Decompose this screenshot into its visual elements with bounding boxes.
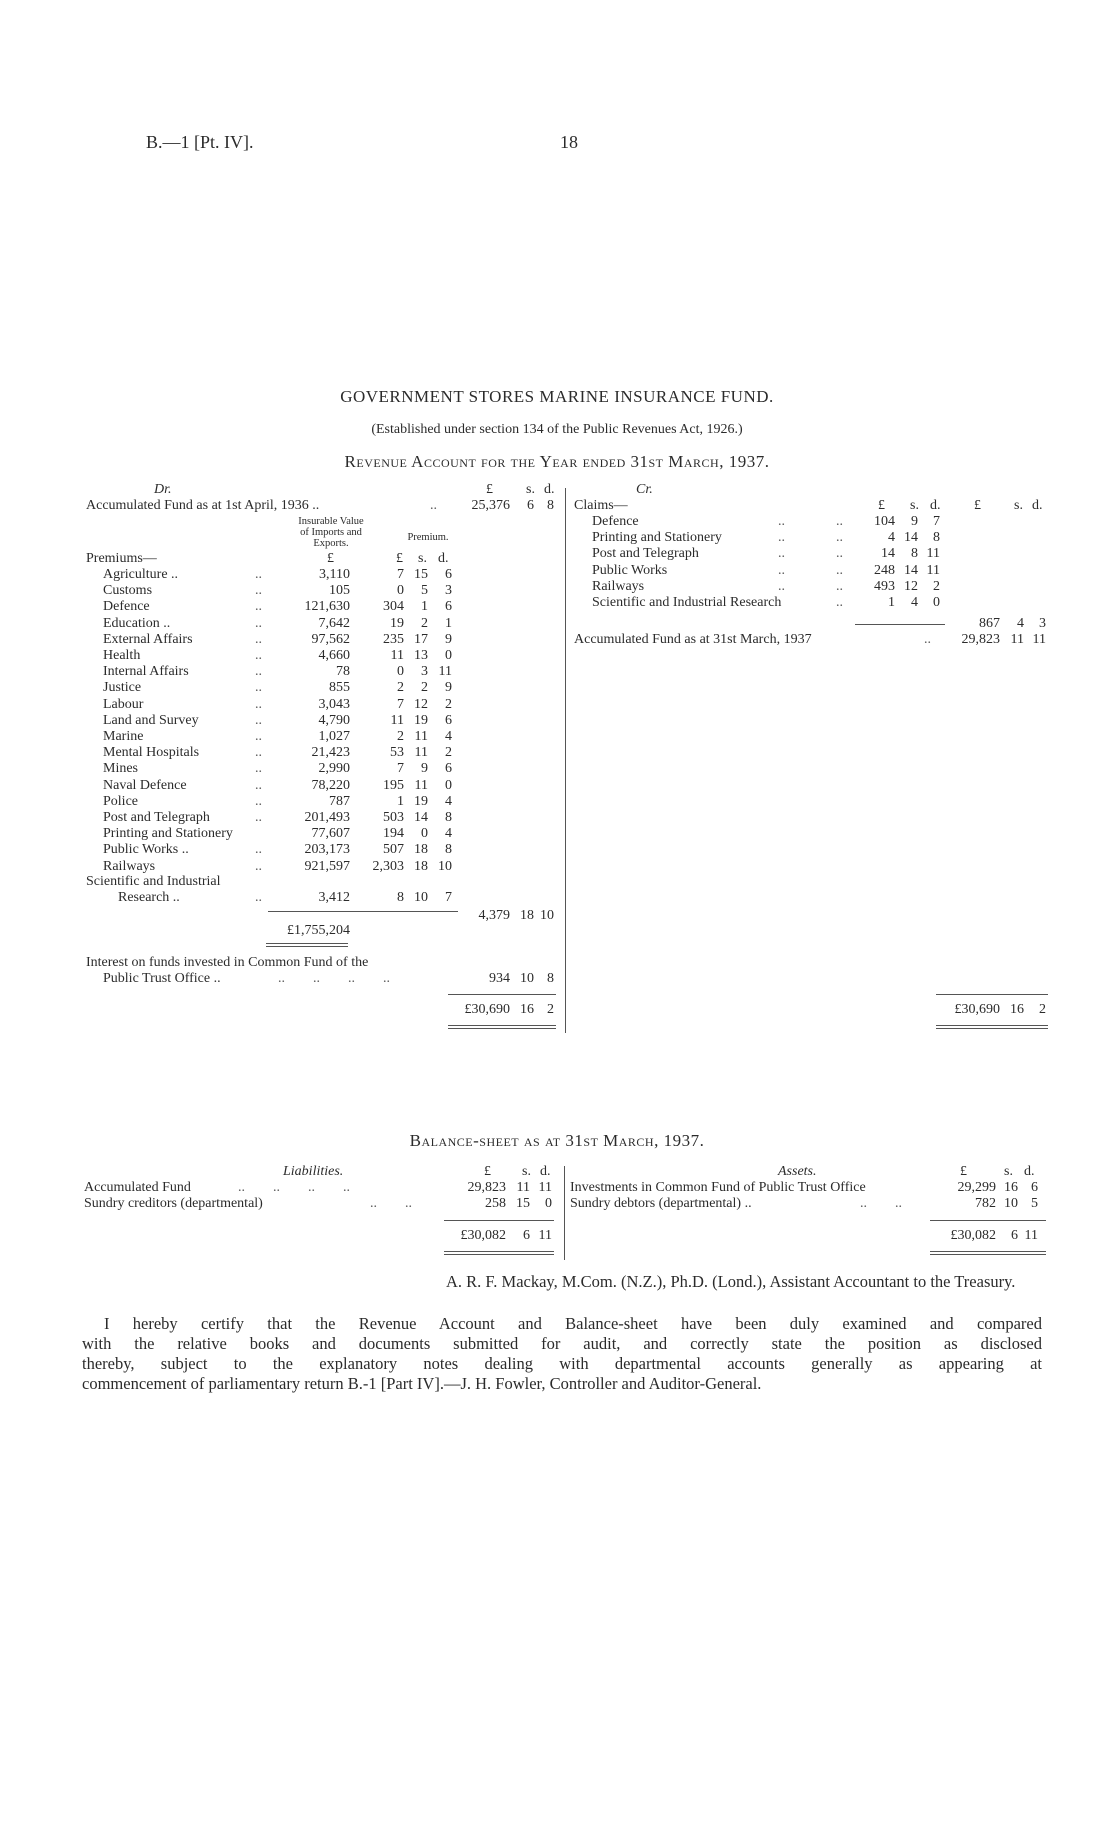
shilling-header: s. — [526, 482, 535, 497]
premium-shillings: 19 — [414, 793, 428, 809]
insurable-value: 78,220 — [311, 777, 350, 793]
premium-shillings: 13 — [414, 648, 428, 663]
premium-shillings: 11 — [414, 729, 428, 744]
leader-dots: .. — [255, 583, 262, 599]
premium-pounds: 2 — [397, 680, 404, 696]
department-name: Marine — [103, 729, 144, 744]
premium-pence: 9 — [445, 680, 452, 696]
department-name: Railways — [103, 858, 156, 874]
liabilities-total-pence: 11 — [538, 1228, 552, 1243]
premium-shillings: 2 — [421, 680, 428, 696]
shilling-header: s. — [522, 1164, 531, 1179]
claim-shillings: 12 — [904, 578, 918, 594]
pound-header: £ — [974, 498, 981, 513]
department-name: External Affairs — [103, 631, 193, 647]
leader-dots: .. — [255, 680, 262, 696]
closing-balance-shillings: 11 — [1010, 632, 1024, 647]
insurable-value: 97,562 — [311, 631, 350, 647]
leader-dots: .. — [255, 761, 262, 777]
subtotal-rule — [444, 1220, 554, 1221]
premium-pence: 11 — [438, 664, 452, 680]
insurable-value: 3,043 — [318, 696, 350, 712]
department-name: Mental Hospitals — [103, 745, 200, 761]
closing-balance-pence: 11 — [1032, 632, 1046, 647]
premium-pounds: 507 — [383, 842, 404, 858]
pound-header: £ — [327, 551, 334, 566]
assets-label: Assets. — [778, 1164, 817, 1179]
leader-dots: .. — [255, 858, 262, 874]
debit-total-shillings: 16 — [520, 1002, 534, 1017]
premium-pence: 0 — [445, 648, 452, 663]
department-name: Defence — [592, 514, 639, 529]
liability-pence: 11 — [538, 1180, 552, 1195]
interest-shillings: 10 — [520, 971, 534, 986]
leader-dots: .. — [778, 530, 785, 546]
shilling-header: s. — [418, 551, 427, 566]
leader-dots: .. — [836, 514, 843, 529]
insurable-value: 4,790 — [318, 712, 350, 728]
leader-dots: .. — [255, 793, 262, 809]
premium-pounds: 1 — [397, 793, 404, 809]
subtotal-rule — [448, 994, 556, 995]
insurable-value-header: Insurable Value of Imports and Exports. — [298, 516, 364, 549]
document-title: GOVERNMENT STORES MARINE INSURANCE FUND. — [340, 387, 774, 406]
claims-total-pounds: 867 — [979, 616, 1000, 631]
pound-header: £ — [878, 498, 885, 513]
pence-header: d. — [1032, 498, 1043, 513]
asset-pounds: 29,299 — [957, 1180, 996, 1195]
insurable-value: 3,110 — [319, 567, 350, 582]
credit-total-pence: 2 — [1039, 1002, 1046, 1017]
claim-shillings: 14 — [904, 530, 918, 546]
shilling-header: s. — [1004, 1164, 1013, 1179]
premium-pounds: 7 — [397, 567, 404, 582]
premium-pounds: 235 — [383, 631, 404, 647]
insurable-value: 105 — [329, 583, 350, 599]
premium-shillings: 11 — [414, 745, 428, 761]
claim-shillings: 14 — [904, 562, 918, 578]
department-name: Labour — [103, 696, 144, 712]
premiums-total-shillings: 18 — [520, 908, 534, 923]
premium-shillings: 0 — [421, 826, 428, 842]
department-name: Railways — [592, 578, 645, 594]
premium-pence: 6 — [445, 567, 452, 582]
pence-header: d. — [544, 482, 555, 497]
claim-pounds: 14 — [881, 546, 895, 562]
leader-dots: .. — [836, 530, 843, 546]
pence-header: d. — [438, 551, 449, 566]
premium-pence: 8 — [445, 810, 452, 825]
total-rule — [444, 1251, 554, 1252]
insurable-value-total: £1,755,204 — [287, 923, 350, 938]
department-name: Education .. — [103, 615, 171, 631]
certificate-line: with the relative books and documents submitted for audit, and correctly state the position as disclosed — [82, 1334, 1042, 1353]
premium-pence: 10 — [438, 858, 452, 874]
premium-pounds: 19 — [390, 615, 404, 631]
premium-pence: 6 — [445, 712, 452, 728]
assets-total-pence: 11 — [1024, 1228, 1038, 1243]
leader-dots: .. — [836, 546, 843, 562]
total-rule — [266, 946, 348, 947]
subtotal-rule — [855, 624, 945, 625]
insurable-value: 121,630 — [304, 599, 350, 615]
opening-balance-shillings: 6 — [527, 498, 534, 513]
premium-pounds: 7 — [397, 696, 404, 712]
liability-shillings: 15 — [516, 1196, 530, 1211]
certificate-line: I hereby certify that the Revenue Account and Balance-sheet have been duly examined and compared — [104, 1314, 1042, 1333]
total-rule — [930, 1251, 1046, 1252]
claim-pence: 11 — [926, 562, 940, 578]
column-divider — [565, 488, 566, 1033]
leader-dots: .. — [255, 842, 262, 858]
claim-pounds: 1 — [888, 595, 895, 610]
insurable-value: 7,642 — [318, 615, 350, 631]
premium-pounds: 7 — [397, 761, 404, 777]
department-name: Post and Telegraph — [592, 546, 699, 562]
leader-dots: .. — [255, 777, 262, 793]
leader-dots: .. — [255, 599, 262, 615]
premium-pounds: 11 — [390, 712, 404, 728]
interest-pence: 8 — [547, 971, 554, 986]
premium-pounds: 304 — [383, 599, 404, 615]
credit-total-shillings: 16 — [1010, 1002, 1024, 1017]
leader-dots: .. — [255, 664, 262, 680]
interest-label: Interest on funds invested in Common Fund of the — [86, 955, 369, 970]
insurable-value: 201,493 — [304, 810, 350, 825]
pence-header: d. — [1024, 1164, 1035, 1179]
premium-pence: 9 — [445, 631, 452, 647]
total-rule — [936, 1028, 1048, 1029]
closing-balance-pounds: 29,823 — [961, 632, 1000, 647]
department-name: Post and Telegraph — [103, 810, 210, 825]
department-name: Scientific and Industrial — [86, 874, 221, 889]
interest-pounds: 934 — [489, 971, 510, 986]
liability-shillings: 11 — [516, 1180, 530, 1195]
liability-pence: 0 — [545, 1196, 552, 1211]
page-number: 18 — [560, 132, 578, 152]
pound-header: £ — [484, 1164, 491, 1179]
premium-shillings: 19 — [414, 712, 428, 728]
premium-shillings: 2 — [421, 615, 428, 631]
pound-header: £ — [960, 1164, 967, 1179]
department-name: Health — [103, 648, 141, 663]
leader-dots: .. .. .. .. — [238, 1180, 350, 1195]
certificate-line: thereby, subject to the explanatory notes dealing with departmental accounts generally as appearing at — [82, 1354, 1042, 1373]
liabilities-label: Liabilities. — [283, 1164, 344, 1179]
leader-dots: .. — [778, 578, 785, 594]
premium-shillings: 10 — [414, 890, 428, 905]
interest-label-continued: Public Trust Office .. — [103, 971, 221, 986]
pence-header: d. — [930, 498, 941, 513]
premiums-total-pounds: 4,379 — [478, 908, 510, 923]
asset-shillings: 16 — [1004, 1180, 1018, 1195]
claim-pence: 8 — [933, 530, 940, 546]
premium-pence: 4 — [445, 729, 452, 744]
claim-pounds: 248 — [874, 562, 895, 578]
department-name: Police — [103, 793, 138, 809]
claims-total-pence: 3 — [1039, 616, 1046, 631]
leader-dots: .. — [255, 890, 262, 905]
department-name: Public Works .. — [103, 842, 189, 858]
claim-pounds: 493 — [874, 578, 895, 594]
premium-shillings: 5 — [421, 583, 428, 599]
premium-shillings: 15 — [414, 567, 428, 582]
premium-pounds: 503 — [383, 810, 404, 825]
insurable-value: 4,660 — [318, 648, 350, 663]
pound-header: £ — [396, 551, 403, 566]
department-name: Justice — [103, 680, 142, 696]
leader-dots: .. .. — [860, 1196, 902, 1211]
insurable-value: 1,027 — [318, 729, 350, 744]
premium-pence: 6 — [445, 761, 452, 777]
column-divider — [564, 1166, 565, 1260]
revenue-account-title: Revenue Account for the Year ended 31st March, 1937. — [344, 452, 770, 471]
premium-shillings: 1 — [421, 599, 428, 615]
subtotal-rule — [930, 1220, 1046, 1221]
leader-dots: .. — [255, 729, 262, 744]
premiums-total-pence: 10 — [540, 908, 554, 923]
premium-pounds: 194 — [383, 826, 404, 842]
leader-dots: .. — [255, 615, 262, 631]
total-rule — [444, 1254, 554, 1255]
claims-heading: Claims— — [574, 498, 628, 513]
claim-pounds: 4 — [888, 530, 895, 546]
insurable-value: 203,173 — [304, 842, 350, 858]
premium-pounds: 11 — [390, 648, 404, 663]
shilling-header: s. — [910, 498, 919, 513]
asset-label: Investments in Common Fund of Public Trust Office — [570, 1180, 866, 1195]
premium-pounds: 2 — [397, 729, 404, 744]
document-reference: B.—1 [Pt. IV]. — [146, 132, 254, 152]
asset-pounds: 782 — [975, 1196, 996, 1211]
liability-pounds: 29,823 — [467, 1180, 506, 1195]
leader-dots: .. — [255, 631, 262, 647]
premium-pounds: 8 — [397, 890, 404, 905]
assets-total-shillings: 6 — [1011, 1228, 1018, 1243]
insurable-value: 78 — [336, 664, 350, 680]
asset-label: Sundry debtors (departmental) .. — [570, 1196, 752, 1211]
department-name: Scientific and Industrial Research — [592, 595, 782, 610]
premium-pence: 3 — [445, 583, 452, 599]
claim-shillings: 4 — [911, 595, 918, 610]
signature-line: A. R. F. Mackay, M.Com. (N.Z.), Ph.D. (Lond.), Assistant Accountant to the Treasury. — [446, 1272, 1016, 1291]
department-name: Defence — [103, 599, 150, 615]
premium-pounds: 53 — [390, 745, 404, 761]
credit-label: Cr. — [636, 482, 653, 497]
premium-pence: 6 — [445, 599, 452, 615]
balance-sheet-title: Balance-sheet as at 31st March, 1937. — [409, 1131, 705, 1150]
premium-pence: 4 — [445, 826, 452, 842]
department-name: Public Works — [592, 562, 668, 578]
asset-pence: 5 — [1031, 1196, 1038, 1211]
premium-shillings: 18 — [414, 842, 428, 858]
insurable-value: 921,597 — [304, 858, 350, 874]
total-rule — [930, 1254, 1046, 1255]
premium-pounds: 0 — [397, 664, 404, 680]
premium-pounds: 2,303 — [372, 858, 404, 874]
liabilities-total-shillings: 6 — [523, 1228, 530, 1243]
subtotal-rule — [936, 994, 1048, 995]
leader-dots: .. — [255, 712, 262, 728]
debit-total-pounds: £30,690 — [464, 1002, 510, 1017]
claim-pence: 7 — [933, 514, 940, 529]
premium-pence: 0 — [445, 777, 452, 793]
total-rule — [936, 1025, 1048, 1026]
pound-header: £ — [486, 482, 493, 497]
premium-shillings: 9 — [421, 761, 428, 777]
premium-pence: 2 — [445, 696, 452, 712]
debit-total-pence: 2 — [547, 1002, 554, 1017]
premium-header: Premium. — [407, 532, 449, 543]
total-rule — [448, 1025, 556, 1026]
insurable-value: 21,423 — [311, 745, 350, 761]
premium-pence: 4 — [445, 793, 452, 809]
liability-pounds: 258 — [485, 1196, 506, 1211]
premium-shillings: 18 — [414, 858, 428, 874]
premium-pence: 8 — [445, 842, 452, 858]
premium-shillings: 11 — [414, 777, 428, 793]
claim-pence: 11 — [926, 546, 940, 562]
leader-dots: .. — [924, 632, 931, 647]
leader-dots: .. — [836, 578, 843, 594]
department-name: Mines — [103, 761, 138, 777]
assets-total-pounds: £30,082 — [950, 1228, 996, 1243]
premium-shillings: 14 — [414, 810, 428, 825]
department-name: Printing and Stationery — [592, 530, 722, 546]
premiums-heading: Premiums— — [86, 551, 157, 566]
premium-pence: 1 — [445, 615, 452, 631]
leader-dots: .. — [778, 546, 785, 562]
department-name: Printing and Stationery — [103, 826, 233, 842]
certificate-line: commencement of parliamentary return B.-1 [Part IV].—J. H. Fowler, Controller and Auditor-General. — [82, 1374, 762, 1393]
liability-label: Sundry creditors (departmental) — [84, 1196, 263, 1211]
premium-pence: 7 — [445, 890, 452, 905]
leader-dots: .. — [778, 562, 785, 578]
liability-label: Accumulated Fund — [84, 1180, 191, 1195]
leader-dots: .. — [255, 648, 262, 663]
claims-total-shillings: 4 — [1017, 616, 1024, 631]
claim-pounds: 104 — [874, 514, 895, 529]
liabilities-total-pounds: £30,082 — [460, 1228, 506, 1243]
premium-shillings: 12 — [414, 696, 428, 712]
total-rule — [266, 943, 348, 944]
opening-balance-pounds: 25,376 — [471, 498, 510, 513]
leader-dots: .. — [836, 595, 843, 610]
leader-dots: .. .. .. .. — [278, 971, 390, 986]
insurable-value: 3,412 — [318, 890, 350, 905]
document-subtitle: (Established under section 134 of the Public Revenues Act, 1926.) — [371, 422, 743, 437]
premium-shillings: 3 — [421, 664, 428, 680]
leader-dots: .. — [255, 745, 262, 761]
insurable-value: 787 — [329, 793, 350, 809]
premium-pounds: 195 — [383, 777, 404, 793]
premium-pounds: 0 — [397, 583, 404, 599]
claim-pence: 2 — [933, 578, 940, 594]
leader-dots: .. — [255, 696, 262, 712]
claim-shillings: 9 — [911, 514, 918, 529]
subtotal-rule — [268, 911, 458, 912]
insurable-value: 77,607 — [311, 826, 350, 842]
department-name: Customs — [103, 583, 153, 599]
total-rule — [448, 1028, 556, 1029]
pence-header: d. — [540, 1164, 551, 1179]
department-name: Agriculture .. — [103, 567, 179, 582]
premium-pence: 2 — [445, 745, 452, 761]
credit-total-pounds: £30,690 — [954, 1002, 1000, 1017]
leader-dots: .. — [255, 567, 262, 582]
claim-shillings: 8 — [911, 546, 918, 562]
department-name: Land and Survey — [103, 712, 199, 728]
insurable-value: 2,990 — [318, 761, 350, 777]
opening-balance-pence: 8 — [547, 498, 554, 513]
asset-pence: 6 — [1031, 1180, 1038, 1195]
leader-dots: .. — [255, 810, 262, 825]
leader-dots: .. — [778, 514, 785, 529]
department-name: Internal Affairs — [103, 664, 189, 680]
debit-label: Dr. — [154, 482, 172, 497]
asset-shillings: 10 — [1004, 1196, 1018, 1211]
closing-balance-label: Accumulated Fund as at 31st March, 1937 — [574, 632, 812, 647]
claim-pence: 0 — [933, 595, 940, 610]
leader-dots: .. .. — [370, 1196, 412, 1211]
department-name: Naval Defence — [103, 777, 187, 793]
department-name: Research .. — [118, 890, 180, 905]
premium-shillings: 17 — [414, 631, 428, 647]
shilling-header: s. — [1014, 498, 1023, 513]
opening-balance-label: Accumulated Fund as at 1st April, 1936 .. — [86, 498, 320, 513]
leader-dots: .. — [836, 562, 843, 578]
leader-dots: .. — [430, 498, 437, 513]
insurable-value: 855 — [329, 680, 350, 696]
